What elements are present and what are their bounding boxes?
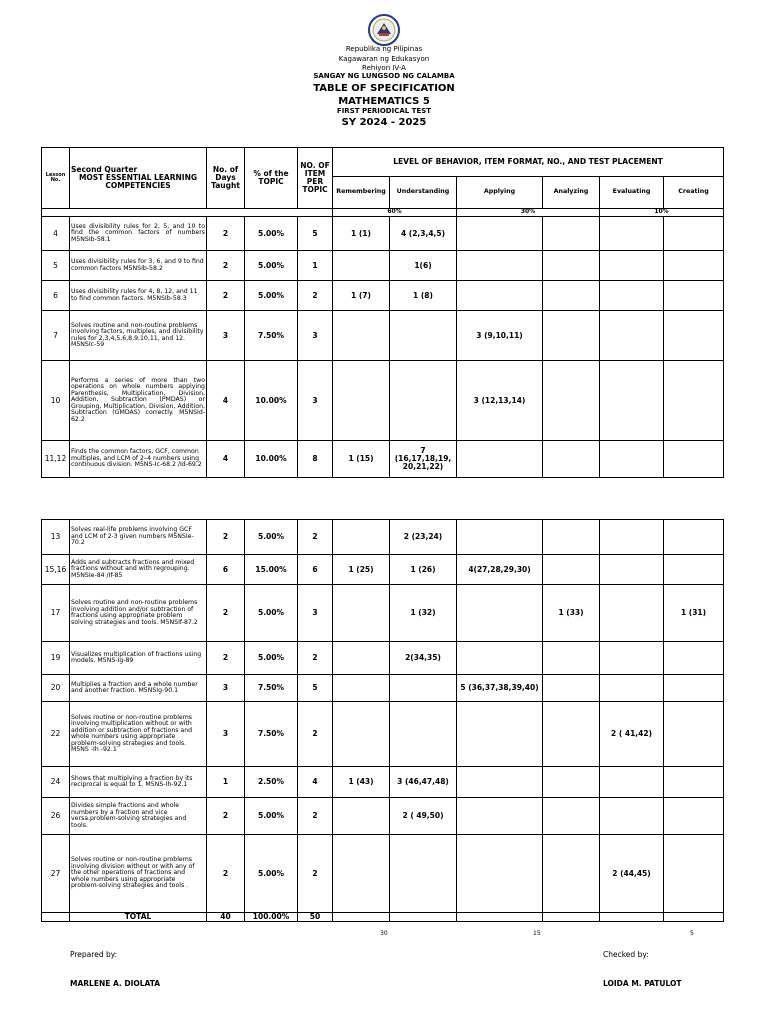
topic-percent: 15.00% <box>245 555 298 585</box>
pct-difficult: 10% <box>600 209 724 217</box>
understanding-items: 1(6) <box>390 251 457 281</box>
creating-items <box>664 281 724 311</box>
days-taught: 1 <box>207 767 245 798</box>
days-taught: 2 <box>207 251 245 281</box>
analyzing-items <box>543 675 600 702</box>
table-row <box>42 311 724 361</box>
competency: Uses divisibility rules for 2, 5, and 10 to find the common factors of numbers M5NSIb-58.1 <box>70 217 207 251</box>
creating-items <box>664 702 724 767</box>
lesson-no: 27 <box>42 835 70 913</box>
table-row <box>42 702 724 767</box>
lesson-no: 20 <box>42 675 70 702</box>
days-taught: 2 <box>207 585 245 642</box>
days-taught: 3 <box>207 702 245 767</box>
applying-items <box>457 798 543 835</box>
remembering-items <box>333 702 390 767</box>
item-count: 5 <box>298 675 333 702</box>
understanding-items: 7 (16,17,18,19, 20,21,22) <box>390 441 457 478</box>
analyzing-items <box>543 555 600 585</box>
understanding-items: 2 ( 49,50) <box>390 798 457 835</box>
remembering-items <box>333 642 390 675</box>
total-row <box>42 913 724 922</box>
applying-items <box>457 585 543 642</box>
total-percent: 100.00% <box>245 913 298 922</box>
applying-items <box>457 642 543 675</box>
remembering-items <box>333 585 390 642</box>
topic-percent: 2.50% <box>245 767 298 798</box>
remembering-header: Remembering <box>333 177 390 209</box>
competency: Visualizes multiplication of fractions using models. M5NS-Ig-89 <box>70 642 207 675</box>
evaluating-items <box>600 555 664 585</box>
applying-items <box>457 217 543 251</box>
total-spacer <box>42 913 70 922</box>
table-body-part1 <box>42 217 724 478</box>
competency-header <box>70 148 207 209</box>
days-taught: 4 <box>207 441 245 478</box>
creating-items <box>664 520 724 555</box>
applying-items: 4(27,28,29,30) <box>457 555 543 585</box>
specification-table-part2 <box>41 519 724 922</box>
evaluating-items <box>600 767 664 798</box>
easy-total: 30 <box>380 930 388 937</box>
remembering-items: 1 (15) <box>333 441 390 478</box>
creating-items <box>664 361 724 441</box>
header-republic: Republika ng Pilipinas <box>345 45 423 53</box>
competency: Uses divisibility rules for 4, 8, 12, and 11 to find common factors. M5NSIb-58.3 <box>70 281 207 311</box>
analyzing-items <box>543 311 600 361</box>
applying-header: Applying <box>457 177 543 209</box>
analyzing-items: 1 (33) <box>543 585 600 642</box>
item-count: 8 <box>298 441 333 478</box>
lesson-no-header: Lesson No. <box>42 148 70 209</box>
days-taught: 3 <box>207 311 245 361</box>
item-count: 6 <box>298 555 333 585</box>
table-row <box>42 520 724 555</box>
creating-items: 1 (31) <box>664 585 724 642</box>
creating-items <box>664 798 724 835</box>
competency: Finds the common factors, GCF, common multiples, and LCM of 2–4 numbers using continuous division. M5NS-Ic-68.2 /Id-69.2 <box>70 441 207 478</box>
understanding-items: 1 (32) <box>390 585 457 642</box>
evaluating-items <box>600 798 664 835</box>
evaluating-items <box>600 217 664 251</box>
total-items: 50 <box>298 913 333 922</box>
competency: Uses divisibility rules for 3, 6, and 9 to find common factors M5NSIb-58.2 <box>70 251 207 281</box>
total-label: TOTAL <box>70 913 207 922</box>
table-row <box>42 281 724 311</box>
creating-items <box>664 441 724 478</box>
evaluating-header: Evaluating <box>600 177 664 209</box>
creating-items <box>664 555 724 585</box>
understanding-items <box>390 675 457 702</box>
topic-percent: 5.00% <box>245 835 298 913</box>
days-header: No. of Days Taught <box>207 148 245 209</box>
checked-by-label: Checked by: <box>603 950 649 959</box>
lesson-no: 17 <box>42 585 70 642</box>
total-empty <box>333 913 390 922</box>
lesson-no: 10 <box>42 361 70 441</box>
understanding-items <box>390 702 457 767</box>
evaluating-items <box>600 361 664 441</box>
total-section <box>42 913 724 922</box>
school-year: SY 2024 - 2025 <box>341 117 427 128</box>
days-taught: 4 <box>207 361 245 441</box>
days-taught: 2 <box>207 217 245 251</box>
evaluating-items <box>600 675 664 702</box>
days-taught: 2 <box>207 835 245 913</box>
topic-percent: 5.00% <box>245 520 298 555</box>
applying-items <box>457 767 543 798</box>
item-count: 2 <box>298 642 333 675</box>
competency: Solves routine and non-routine problems involving addition and/or subtraction of fractions using appropriate problem solving strategies and tools. M5NSIf-87.2 <box>70 585 207 642</box>
table-row <box>42 675 724 702</box>
remembering-items: 1 (43) <box>333 767 390 798</box>
topic-percent: 5.00% <box>245 281 298 311</box>
understanding-items <box>390 835 457 913</box>
analyzing-items <box>543 767 600 798</box>
lesson-no: 15,16 <box>42 555 70 585</box>
analyzing-items <box>543 835 600 913</box>
understanding-items: 2(34,35) <box>390 642 457 675</box>
item-count: 2 <box>298 798 333 835</box>
prepared-by-name: MARLENE A. DIOLATA <box>70 979 161 988</box>
pct-spacer <box>42 209 333 217</box>
header-department: Kagawaran ng Edukasyon <box>338 55 430 63</box>
lesson-no: 5 <box>42 251 70 281</box>
competency: Performs a series of more than two operations on whole numbers applying Parenthesis, Multiplication, Division, Addition, Subtraction (PMDAS) or Grouping, Multiplication, Division, Addition, Subtraction (GMDAS) correctly. M5NSId-62.2 <box>70 361 207 441</box>
topic-percent: 5.00% <box>245 642 298 675</box>
evaluating-items <box>600 585 664 642</box>
applying-items <box>457 835 543 913</box>
applying-items: 3 (9,10,11) <box>457 311 543 361</box>
competencies-label: MOST ESSENTIAL LEARNING COMPETENCIES <box>78 173 198 190</box>
evaluating-items <box>600 251 664 281</box>
table-row <box>42 361 724 441</box>
difficulty-percent-row <box>42 209 724 217</box>
applying-items <box>457 520 543 555</box>
competency: Solves routine or non-routine problems involving multiplication without or with addition or subtraction of fractions and whole numbers using appropriate problem-solving strategies and tools. M5NS -Ih -92.1 <box>70 702 207 767</box>
lesson-no: 26 <box>42 798 70 835</box>
understanding-items: 4 (2,3,4,5) <box>390 217 457 251</box>
remembering-items: 1 (1) <box>333 217 390 251</box>
analyzing-header: Analyzing <box>543 177 600 209</box>
table-row <box>42 555 724 585</box>
evaluating-items <box>600 311 664 361</box>
remembering-items <box>333 798 390 835</box>
average-total: 15 <box>533 930 541 937</box>
understanding-items <box>390 311 457 361</box>
applying-items <box>457 251 543 281</box>
quarter-label: Second Quarter <box>71 165 138 175</box>
days-taught: 6 <box>207 555 245 585</box>
creating-items <box>664 675 724 702</box>
item-count: 4 <box>298 767 333 798</box>
specification-table-part1 <box>41 147 724 478</box>
items-header: NO. OF ITEM PER TOPIC <box>298 148 333 209</box>
analyzing-items <box>543 642 600 675</box>
header-division: SANGAY NG LUNGSOD NG CALAMBA <box>313 72 455 80</box>
table-row <box>42 835 724 913</box>
analyzing-items <box>543 798 600 835</box>
analyzing-items <box>543 281 600 311</box>
pct-easy: 60% <box>333 209 457 217</box>
header-region: Rehiyon IV-A <box>362 64 406 72</box>
evaluating-items <box>600 281 664 311</box>
table-row <box>42 767 724 798</box>
analyzing-items <box>543 217 600 251</box>
days-taught: 3 <box>207 675 245 702</box>
applying-items <box>457 441 543 478</box>
lesson-no: 24 <box>42 767 70 798</box>
lesson-no: 22 <box>42 702 70 767</box>
competency: Shows that multiplying a fraction by its reciprocal is equal to 1. M5NS-Ih-92.1 <box>70 767 207 798</box>
lesson-no: 13 <box>42 520 70 555</box>
lesson-no: 19 <box>42 642 70 675</box>
applying-items: 5 (36,37,38,39,40) <box>457 675 543 702</box>
creating-items <box>664 311 724 361</box>
remembering-items <box>333 675 390 702</box>
analyzing-items <box>543 361 600 441</box>
topic-percent: 10.00% <box>245 361 298 441</box>
creating-items <box>664 835 724 913</box>
competency: Divides simple fractions and whole numbers by a fraction and vice versa.problem-solving strategies and tools. <box>70 798 207 835</box>
evaluating-items <box>600 642 664 675</box>
creating-items <box>664 217 724 251</box>
topic-percent: 7.50% <box>245 311 298 361</box>
item-count: 5 <box>298 217 333 251</box>
understanding-items: 1 (26) <box>390 555 457 585</box>
item-count: 3 <box>298 585 333 642</box>
understanding-items <box>390 361 457 441</box>
topic-percent: 5.00% <box>245 585 298 642</box>
item-count: 2 <box>298 702 333 767</box>
applying-items <box>457 281 543 311</box>
understanding-items: 1 (8) <box>390 281 457 311</box>
days-taught: 2 <box>207 520 245 555</box>
deped-seal-icon <box>368 14 400 46</box>
analyzing-items <box>543 702 600 767</box>
evaluating-items <box>600 520 664 555</box>
understanding-items: 2 (23,24) <box>390 520 457 555</box>
lesson-no: 11,12 <box>42 441 70 478</box>
item-count: 2 <box>298 520 333 555</box>
subject-title: MATHEMATICS 5 <box>338 96 430 107</box>
understanding-header: Understanding <box>390 177 457 209</box>
analyzing-items <box>543 441 600 478</box>
table-body-part2 <box>42 520 724 913</box>
topic-percent: 5.00% <box>245 217 298 251</box>
item-count: 1 <box>298 251 333 281</box>
table-row <box>42 441 724 478</box>
days-taught: 2 <box>207 642 245 675</box>
topic-percent: 10.00% <box>245 441 298 478</box>
remembering-items: 1 (25) <box>333 555 390 585</box>
topic-percent: 5.00% <box>245 251 298 281</box>
table-row <box>42 251 724 281</box>
remembering-items <box>333 520 390 555</box>
prepared-by-label: Prepared by: <box>70 950 118 959</box>
remembering-items: 1 (7) <box>333 281 390 311</box>
pct-average: 30% <box>457 209 600 217</box>
item-count: 3 <box>298 361 333 441</box>
days-taught: 2 <box>207 281 245 311</box>
creating-items <box>664 642 724 675</box>
checked-by-name: LOIDA M. PATULOT <box>603 979 682 988</box>
total-empty <box>600 913 664 922</box>
lesson-no: 4 <box>42 217 70 251</box>
percent-header: % of the TOPIC <box>245 148 298 209</box>
understanding-items: 3 (46,47,48) <box>390 767 457 798</box>
evaluating-items: 2 ( 41,42) <box>600 702 664 767</box>
lesson-no: 6 <box>42 281 70 311</box>
total-days: 40 <box>207 913 245 922</box>
competency: Solves real-life problems involving GCF and LCM of 2-3 given numbers M5NSIe-70.2 <box>70 520 207 555</box>
analyzing-items <box>543 251 600 281</box>
competency: Solves routine and non-routine problems involving factors, multiples, and divisibility rules for 2,3,4,5,6,8,9,10,11, and 12. M5NSIc-59 <box>70 311 207 361</box>
table-row <box>42 798 724 835</box>
total-empty <box>664 913 724 922</box>
remembering-items <box>333 835 390 913</box>
days-taught: 2 <box>207 798 245 835</box>
topic-percent: 7.50% <box>245 675 298 702</box>
creating-items <box>664 767 724 798</box>
document-title: TABLE OF SPECIFICATION <box>313 83 455 94</box>
table-head <box>42 148 724 217</box>
analyzing-items <box>543 520 600 555</box>
item-count: 3 <box>298 311 333 361</box>
applying-items <box>457 702 543 767</box>
total-empty <box>390 913 457 922</box>
level-header: LEVEL OF BEHAVIOR, ITEM FORMAT, NO., AND TEST PLACEMENT <box>333 148 724 177</box>
table-row <box>42 585 724 642</box>
topic-percent: 7.50% <box>245 702 298 767</box>
lesson-no: 7 <box>42 311 70 361</box>
table-row <box>42 642 724 675</box>
creating-items <box>664 251 724 281</box>
total-empty <box>543 913 600 922</box>
evaluating-items <box>600 441 664 478</box>
applying-items: 3 (12,13,14) <box>457 361 543 441</box>
item-count: 2 <box>298 835 333 913</box>
remembering-items <box>333 311 390 361</box>
competency: Multiplies a fraction and a whole number and another fraction. M5NSIg-90.1 <box>70 675 207 702</box>
remembering-items <box>333 361 390 441</box>
creating-header: Creating <box>664 177 724 209</box>
remembering-items <box>333 251 390 281</box>
test-title: FIRST PERIODICAL TEST <box>336 107 432 115</box>
competency: Solves routine or non-routine problems involving division without or with any of the other operations of fractions and whole numbers using appropriate problem-solving strategies and tools . <box>70 835 207 913</box>
total-empty <box>457 913 543 922</box>
topic-percent: 5.00% <box>245 798 298 835</box>
difficult-total: 5 <box>690 930 694 937</box>
table-row <box>42 217 724 251</box>
competency: Adds and subtracts fractions and mixed fractions without and with regrouping. M5NSIe-84 /If-85 <box>70 555 207 585</box>
item-count: 2 <box>298 281 333 311</box>
evaluating-items: 2 (44,45) <box>600 835 664 913</box>
